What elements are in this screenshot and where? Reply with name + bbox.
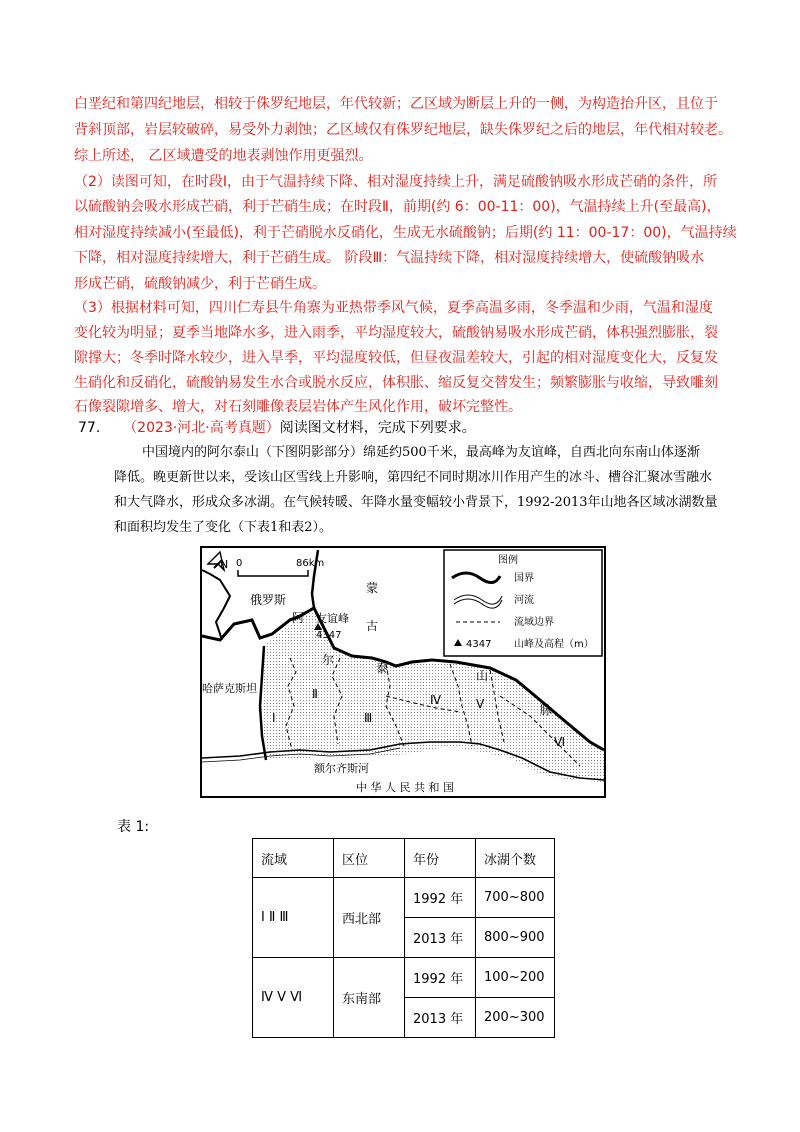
scale-km: 86km <box>296 558 325 569</box>
label-mongolia-2: 古 <box>366 619 379 633</box>
table-header: 流域 <box>253 839 334 878</box>
label-basin-4: Ⅳ <box>430 693 442 707</box>
legend-river: 河流 <box>514 595 534 606</box>
answer-line: 综上所述， 乙区域遭受的地表剥蚀作用更强烈。 <box>74 148 373 164</box>
answer-line: 相对湿度持续减小(至最低)，利于芒硝脱水反硝化，生成无水硫酸钠；后期(约 11：00-17：00)，气温持续 <box>74 225 737 241</box>
legend-basin-boundary: 流域边界 <box>514 617 554 628</box>
label-russia: 俄罗斯 <box>250 593 287 607</box>
label-river: 额尔齐斯河 <box>314 762 369 775</box>
table-header: 年份 <box>405 839 476 878</box>
label-china: 中 华 人 民 共 和 国 <box>356 781 454 794</box>
table-cell-location: 西北部 <box>334 878 405 958</box>
label-basin-3: Ⅲ <box>364 711 373 725</box>
label-altai-1: 阿 <box>292 611 305 625</box>
scale-zero: 0 <box>236 558 243 569</box>
table-header-row <box>253 839 555 878</box>
question-source: （2023·河北·高考真题） <box>123 420 280 436</box>
legend-peak-value: 4347 <box>466 639 492 650</box>
table-cell-year: 2013 年 <box>405 998 476 1038</box>
label-peak: 友谊峰 <box>316 612 349 625</box>
intro-line: 和大气降水，形成众多冰湖。在气候转暖、年降水量变幅较小背景下，1992-2013年山地各区域冰湖数量 <box>114 495 718 510</box>
intro-line: 中国境内的阿尔泰山（下图阴影部分）绵延约500千米，最高峰为友谊峰，自西北向东南山体逐渐 <box>142 445 700 460</box>
answer-line: 以硫酸钠会吸水形成芒硝，利于芒硝生成；在时段Ⅱ，前期(约 6：00-11：00)，气温持续上升(至最高)， <box>74 199 721 215</box>
altai-map <box>200 546 606 798</box>
table1-label: 表 1: <box>117 819 150 835</box>
question-header <box>78 418 476 438</box>
label-basin-1: Ⅰ <box>272 711 276 725</box>
table-cell-basin: Ⅰ Ⅱ Ⅲ <box>253 878 334 958</box>
table-row <box>253 878 555 918</box>
legend-peak: 山峰及高程（m） <box>514 639 594 650</box>
label-mongolia-1: 蒙 <box>366 581 379 595</box>
map-legend <box>444 550 602 656</box>
table-cell-year: 2013 年 <box>405 918 476 958</box>
table-cell-count: 200~300 <box>476 998 555 1038</box>
label-kazakhstan: 哈萨克斯坦 <box>202 682 257 695</box>
answer-line: 下降，相对湿度持续增大，利于芒硝生成。 阶段Ⅲ：气温持续下降，相对湿度持续增大，使硫酸钠吸水 <box>74 250 705 266</box>
table-cell-count: 800~900 <box>476 918 555 958</box>
table-cell-count: 100~200 <box>476 958 555 998</box>
label-peak-elevation: 4347 <box>316 630 342 641</box>
answer-line: （3）根据材料可知，四川仁寿县牛角寨为亚热带季风气候，夏季高温多雨，冬季温和少雨，气温和湿度 <box>74 300 713 316</box>
label-altai-3: 泰 <box>376 661 389 675</box>
answer-line: 变化较为明显；夏季当地降水多，进入雨季，平均湿度较大，硫酸钠易吸水形成芒硝，体积强烈膨胀，裂 <box>74 325 718 341</box>
label-basin-2: Ⅱ <box>312 687 318 701</box>
label-basin-6: Ⅵ <box>554 735 566 749</box>
answer-line: 背斜顶部，岩层较破碎，易受外力剥蚀；乙区域仅有侏罗纪地层，缺失侏罗纪之后的地层，年代相对较老。 <box>74 122 732 138</box>
label-altai-5: 脉 <box>540 703 553 717</box>
legend-title: 图例 <box>498 555 518 566</box>
table-cell-basin: Ⅳ Ⅴ Ⅵ <box>253 958 334 1038</box>
answer-line: 生硝化和反硝化，硫酸钠易发生水合或脱水反应，体积胀、缩反复交替发生；频繁膨胀与收缩，导致雕刻 <box>74 375 718 391</box>
table-header: 冰湖个数 <box>476 839 555 878</box>
label-basin-5: Ⅴ <box>476 697 485 711</box>
answer-line: 形成芒硝，硫酸钠减少，利于芒硝生成。 <box>74 276 326 292</box>
answer-line: （2）读图可知，在时段Ⅰ，由于气温持续下降、相对湿度持续上升，满足硫酸钠吸水形成芒硝的条件，所 <box>74 174 718 190</box>
intro-line: 和面积均发生了变化（下表1和表2）。 <box>114 520 333 535</box>
answer-line: 隙撑大；冬季时降水较少，进入旱季，平均湿度较低，但昼夜温差较大，引起的相对湿度变化大，反复发 <box>74 350 718 366</box>
question-number: 77. <box>78 420 101 436</box>
answer-line: 石像裂隙增多、增大，对石刻雕像表层岩体产生风化作用，破坏完整性。 <box>74 399 522 415</box>
table1 <box>252 838 555 1038</box>
table-cell-count: 700~800 <box>476 878 555 918</box>
answer-line: 白垩纪和第四纪地层，相较于侏罗纪地层，年代较新；乙区域为断层上升的一侧，为构造抬升区，且位于 <box>74 96 718 112</box>
table-cell-year: 1992 年 <box>405 878 476 918</box>
table-row <box>253 958 555 998</box>
north-label: N <box>220 558 229 571</box>
intro-line: 降低。晚更新世以来，受该山区雪线上升影响，第四纪不同时期冰川作用产生的冰斗、槽谷汇聚冰雪融水 <box>114 470 713 485</box>
table-cell-location: 东南部 <box>334 958 405 1038</box>
label-altai-2: 尔 <box>322 653 335 667</box>
question-prompt: 阅读图文材料，完成下列要求。 <box>279 420 476 436</box>
table-header: 区位 <box>334 839 405 878</box>
legend-border: 国界 <box>514 573 534 584</box>
label-altai-4: 山 <box>476 669 489 683</box>
table-cell-year: 1992 年 <box>405 958 476 998</box>
